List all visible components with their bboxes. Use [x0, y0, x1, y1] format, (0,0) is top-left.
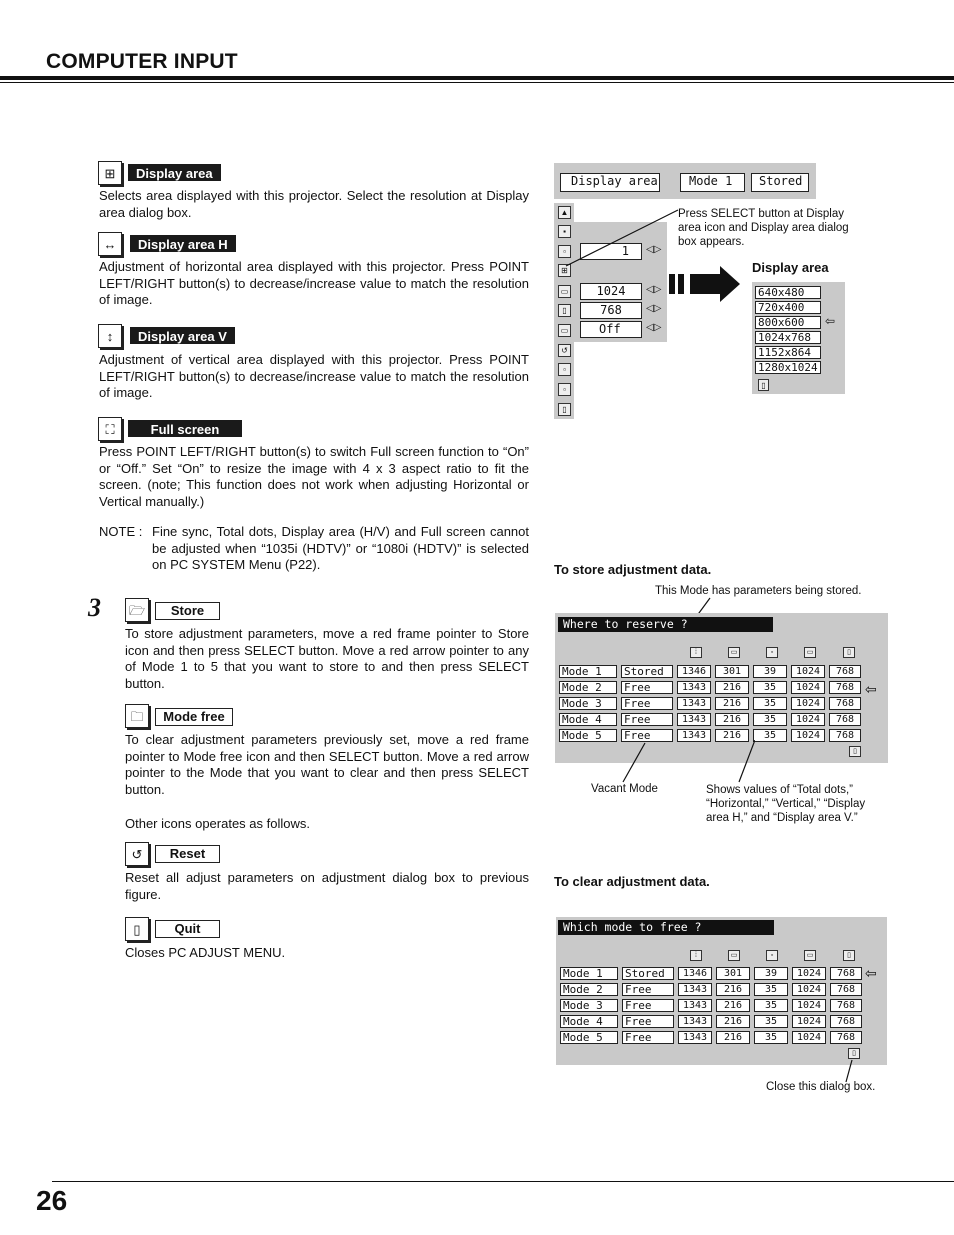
- value-cell: 216: [716, 1015, 750, 1028]
- menu-item-box: Display area: [560, 173, 660, 192]
- mode-cell[interactable]: Mode 5: [559, 729, 617, 742]
- menu-full-screen-icon: ▭: [558, 324, 571, 337]
- display-area-text: Selects area displayed with this projector. Select the resolution at Display area dialog box.: [99, 188, 529, 220]
- value-cell: 1343: [678, 1031, 712, 1044]
- display-area-v-icon: ▯: [843, 950, 855, 961]
- header-rule: [0, 76, 954, 80]
- quit-text: Closes PC ADJUST MENU.: [125, 945, 286, 960]
- value-cell: 1024: [791, 697, 825, 710]
- value-cell: 768: [829, 713, 861, 726]
- header-rule-thin: [0, 82, 954, 83]
- close-icon: ▯: [848, 1048, 860, 1059]
- total-dots-icon: ⁞: [690, 950, 702, 961]
- value-cell: 768: [830, 1015, 862, 1028]
- value-cell: 768: [829, 665, 861, 678]
- value-cell: 39: [753, 665, 787, 678]
- state-cell: Free: [622, 1015, 674, 1028]
- menu-callout: Press SELECT button at Display area icon and Display area dialog box appears.: [678, 208, 849, 248]
- value-cell: 1024: [792, 999, 826, 1012]
- note-text: Fine sync, Total dots, Display area (H/V) and Full screen cannot be adjusted when “1035i (HDTV)” or “1080i (HDTV)” is selected on PC SYSTEM Menu (P22).: [152, 524, 529, 572]
- state-cell: Free: [621, 713, 673, 726]
- menu-mode-box: Mode 1: [680, 173, 745, 192]
- mode-cell[interactable]: Mode 2: [559, 681, 617, 694]
- value-cell: 216: [716, 999, 750, 1012]
- state-cell: Free: [622, 983, 674, 996]
- clear-dialog-title: Which mode to free ?: [558, 920, 774, 935]
- value-cell: 35: [753, 681, 787, 694]
- value-cell: 1024: [791, 681, 825, 694]
- value-display-area: 1: [580, 243, 642, 260]
- value-cell: 1346: [678, 967, 712, 980]
- reset-label: Reset: [155, 845, 220, 863]
- left-right-arrows-icon: ◁▷: [646, 303, 662, 314]
- menu-display-area-v-icon: ▯: [558, 304, 571, 317]
- display-area-v-icon: ▯: [843, 647, 855, 658]
- resolution-item: 1152x864: [755, 346, 821, 359]
- display-area-v-label: Display area V: [130, 327, 235, 344]
- value-cell: 1024: [792, 1031, 826, 1044]
- value-cell: 1343: [677, 697, 711, 710]
- full-screen-icon: ⛶: [98, 417, 122, 441]
- value-cell: 1343: [678, 999, 712, 1012]
- menu-reset-icon: ↺: [558, 344, 571, 357]
- display-area-dialog-title: Display area: [752, 260, 829, 275]
- vertical-icon: ▫: [766, 950, 778, 961]
- value-cell: 1024: [791, 729, 825, 742]
- value-cell: 768: [830, 1031, 862, 1044]
- value-cell: 301: [715, 665, 749, 678]
- note-prefix: NOTE :: [99, 524, 143, 539]
- vertical-icon: ▫: [766, 647, 778, 658]
- value-cell: 35: [753, 729, 787, 742]
- value-cell: 35: [754, 1015, 788, 1028]
- store-dialog-title: Where to reserve ?: [558, 617, 773, 632]
- menu-store-icon: ▫: [558, 383, 571, 396]
- value-cell: 216: [716, 983, 750, 996]
- page-title: COMPUTER INPUT: [46, 50, 238, 73]
- value-display-area-h: 1024: [580, 283, 642, 300]
- close-icon: ▯: [758, 379, 769, 391]
- menu-up-icon: ▲: [558, 206, 571, 219]
- value-cell: 1024: [791, 665, 825, 678]
- mode-cell[interactable]: Mode 4: [559, 713, 617, 726]
- mode-cell[interactable]: Mode 3: [560, 999, 618, 1012]
- value-cell: 35: [754, 1031, 788, 1044]
- mode-free-text: To clear adjustment parameters previously set, move a red frame pointer to Mode free icon and then SELECT button. Move a red arrow pointer to the Mode that you want to clear and then press SELECT button.: [125, 732, 529, 797]
- value-cell: 1343: [677, 681, 711, 694]
- other-icons-text: Other icons operates as follows.: [125, 816, 310, 831]
- menu-display-area-h-icon: ▭: [558, 285, 571, 298]
- store-callout-top: This Mode has parameters being stored.: [655, 585, 862, 597]
- mode-free-label: Mode free: [155, 708, 233, 726]
- mode-free-icon: 🗀: [125, 704, 149, 728]
- value-cell: 1343: [678, 983, 712, 996]
- step-number: 3: [88, 593, 101, 622]
- value-cell: 1024: [791, 713, 825, 726]
- display-area-h-icon: ▭: [804, 950, 816, 961]
- state-cell: Free: [621, 697, 673, 710]
- value-cell: 35: [754, 999, 788, 1012]
- value-cell: 1343: [678, 1015, 712, 1028]
- state-cell: Free: [621, 681, 673, 694]
- value-cell: 1024: [792, 967, 826, 980]
- state-cell: Free: [622, 999, 674, 1012]
- value-cell: 1343: [677, 713, 711, 726]
- vacant-mode-callout: Vacant Mode: [591, 783, 658, 795]
- arrow-bar: [669, 274, 675, 294]
- left-right-arrows-icon: ◁▷: [646, 244, 662, 255]
- resolution-item: 800x600: [755, 316, 821, 329]
- menu-total-dots-icon: ▫: [558, 245, 571, 258]
- pointer-arrow-icon: ⇦: [865, 965, 877, 981]
- state-cell: Stored: [622, 967, 674, 980]
- reset-icon: ↺: [125, 842, 149, 866]
- display-area-icon: ⊞: [98, 161, 122, 185]
- resolution-item: 640x480: [755, 286, 821, 299]
- value-cell: 1343: [677, 729, 711, 742]
- arrow-bar: [678, 274, 684, 294]
- mode-cell[interactable]: Mode 5: [560, 1031, 618, 1044]
- quit-icon: ▯: [125, 917, 149, 941]
- value-cell: 216: [715, 729, 749, 742]
- full-screen-label: Full screen: [128, 420, 242, 437]
- value-cell: 216: [715, 697, 749, 710]
- value-cell: 35: [753, 713, 787, 726]
- total-dots-icon: ⁞: [690, 647, 702, 658]
- value-cell: 1346: [677, 665, 711, 678]
- value-cell: 768: [829, 697, 861, 710]
- horizontal-icon: ▭: [728, 950, 740, 961]
- resolution-item: 1024x768: [755, 331, 821, 344]
- value-cell: 768: [830, 967, 862, 980]
- left-right-arrows-icon: ◁▷: [646, 322, 662, 333]
- display-area-h-text: Adjustment of horizontal area displayed with this projector. Press POINT LEFT/RIGHT button(s) to decrease/increase value to match the resolution of image.: [99, 259, 529, 307]
- value-cell: 216: [716, 1031, 750, 1044]
- value-cell: 35: [753, 697, 787, 710]
- value-cell: 768: [830, 999, 862, 1012]
- value-cell: 768: [829, 729, 861, 742]
- pointer-arrow-icon: ⇦: [865, 681, 877, 697]
- footer-rule: [52, 1181, 954, 1182]
- left-right-arrows-icon: ◁▷: [646, 284, 662, 295]
- value-cell: 216: [715, 681, 749, 694]
- value-cell: 301: [716, 967, 750, 980]
- store-heading: To store adjustment data.: [554, 562, 712, 577]
- store-text: To store adjustment parameters, move a red frame pointer to Store icon and then press SELECT button. Move a red arrow pointer to any of Mode 1 to 5 that you want to store to and then press SELECT button.: [125, 626, 529, 691]
- resolution-item: 720x400: [755, 301, 821, 314]
- value-cell: 39: [754, 967, 788, 980]
- pointer-arrow-icon: ⇦: [825, 314, 836, 328]
- callout-line: [560, 200, 690, 280]
- close-icon: ▯: [849, 746, 861, 757]
- value-cell: 1024: [792, 1015, 826, 1028]
- menu-fine-sync-icon: ▪: [558, 225, 571, 238]
- display-area-h-label: Display area H: [130, 235, 236, 252]
- mode-cell[interactable]: Mode 1: [560, 967, 618, 980]
- display-area-h-icon: ↔: [98, 232, 122, 256]
- mode-cell[interactable]: Mode 3: [559, 697, 617, 710]
- value-cell: 35: [754, 983, 788, 996]
- mode-cell[interactable]: Mode 2: [560, 983, 618, 996]
- mode-cell[interactable]: Mode 4: [560, 1015, 618, 1028]
- display-area-label: Display area: [128, 164, 221, 181]
- display-area-v-icon: ↕: [98, 324, 122, 348]
- value-cell: 216: [715, 713, 749, 726]
- store-label: Store: [155, 602, 220, 620]
- quit-label: Quit: [155, 920, 220, 938]
- horizontal-icon: ▭: [728, 647, 740, 658]
- menu-status-box: Stored: [751, 173, 809, 192]
- display-area-v-text: Adjustment of vertical area displayed with this projector. Press POINT LEFT/RIGHT button(s) to decrease/increase value to match the resolution of image.: [99, 352, 529, 400]
- mode-cell[interactable]: Mode 1: [559, 665, 617, 678]
- values-callout: Shows values of “Total dots,” “Horizontal,” “Vertical,” “Display area H,” and “Display area V.”: [706, 784, 866, 824]
- menu-display-area-icon: ⊞: [558, 264, 571, 277]
- value-cell: 1024: [792, 983, 826, 996]
- state-cell: Free: [622, 1031, 674, 1044]
- state-cell: Stored: [621, 665, 673, 678]
- page-number: 26: [36, 1185, 68, 1216]
- display-area-h-icon: ▭: [804, 647, 816, 658]
- full-screen-text: Press POINT LEFT/RIGHT button(s) to switch Full screen function to “On” or “Off.” Set “On” to resize the image with 4 x 3 aspect ratio to fit the screen. (note; This function does not work when adjusting Horizontal or Vertical manually.): [99, 444, 529, 509]
- value-full-screen: Off: [580, 321, 642, 338]
- value-cell: 768: [830, 983, 862, 996]
- store-icon: 🗁: [125, 598, 149, 622]
- menu-mode-free-icon: ▫: [558, 363, 571, 376]
- value-display-area-v: 768: [580, 302, 642, 319]
- value-cell: 768: [829, 681, 861, 694]
- reset-text: Reset all adjust parameters on adjustment dialog box to previous figure.: [125, 870, 529, 902]
- menu-quit-icon: ▯: [558, 403, 571, 416]
- clear-dialog: [556, 917, 887, 1065]
- state-cell: Free: [621, 729, 673, 742]
- resolution-item: 1280x1024: [755, 361, 821, 374]
- big-right-arrow-icon: [690, 266, 742, 302]
- close-callout: Close this dialog box.: [766, 1081, 876, 1093]
- clear-heading: To clear adjustment data.: [554, 874, 710, 889]
